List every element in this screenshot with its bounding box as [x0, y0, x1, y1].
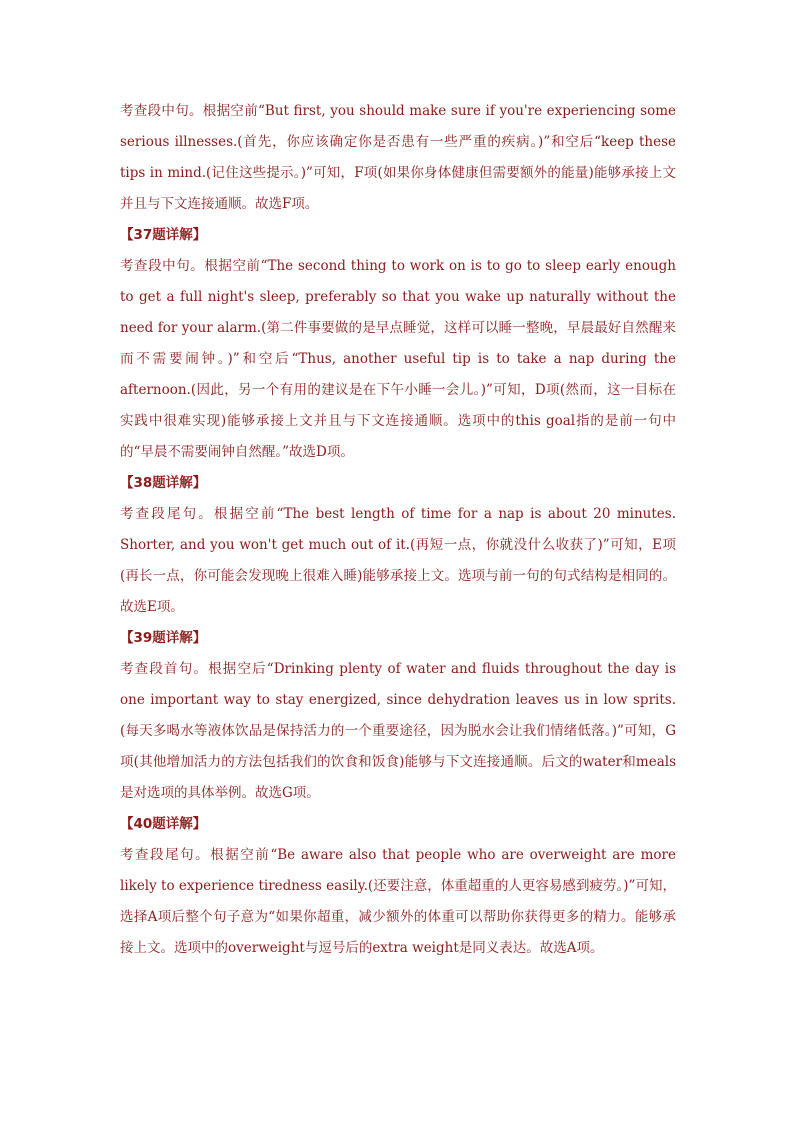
explanation-38: 考查段尾句。根据空前“The best length of time for a nap is about 20 minutes. Shorter, and you won't get much out of it.(再短一点，你就没什么收获了)”可知，E项(再长一点，你可能会发现晚上很难入睡)能够承接上文。选项与前一句的句式结构是相同的。故选E项。: [120, 506, 676, 615]
answer-explanations: [120, 96, 676, 964]
explanation-40: 考查段尾句。根据空前“Be aware also that people who are overweight are more likely to experience tiredness easily.(还要注意，体重超重的人更容易感到疲劳。)”可知，选择A项后整个句子意为“如果你超重，减少额外的体重可以帮助你获得更多的精力。能够承接上文。选项中的overweight与逗号后的extra weight是同义表达。故选A项。: [120, 847, 676, 956]
heading-40: 【40题详解】: [120, 816, 207, 832]
explanation-37: 考查段中句。根据空前“The second thing to work on is to go to sleep early enough to get a full night's sleep, preferably so that you wake up naturally without the need for your alarm.(第二件事要做的是早点睡觉，这样可以睡一整晚，早晨最好自然醒来而不需要闹钟。)”和空后“Thus, another useful tip is to take a nap during the afternoon.(因此，另一个有用的建议是在下午小睡一会儿。)”可知，D项(然而，这一目标在实践中很难实现)能够承接上文并且与下文连接通顺。选项中的this goal指的是前一句中的“早晨不需要闹钟自然醒。”故选D项。: [120, 258, 676, 460]
heading-38: 【38题详解】: [120, 475, 207, 491]
explanation-39: 考查段首句。根据空后“Drinking plenty of water and fluids throughout the day is one important way to stay energized, since dehydration leaves us in low sprits.(每天多喝水等液体饮品是保持活力的一个重要途径，因为脱水会让我们情绪低落。)”可知，G项(其他增加活力的方法包括我们的饮食和饭食)能够与下文连接通顺。后文的water和meals是对选项的具体举例。故选G项。: [120, 661, 676, 801]
heading-37: 【37题详解】: [120, 227, 207, 243]
heading-39: 【39题详解】: [120, 630, 207, 646]
explanation-36: 考查段中句。根据空前“But first, you should make sure if you're experiencing some serious illnesses.(首先，你应该确定你是否患有一些严重的疾病。)”和空后“keep these tips in mind.(记住这些提示。)”可知，F项(如果你身体健康但需要额外的能量)能够承接上文并且与下文连接通顺。故选F项。: [120, 103, 676, 212]
